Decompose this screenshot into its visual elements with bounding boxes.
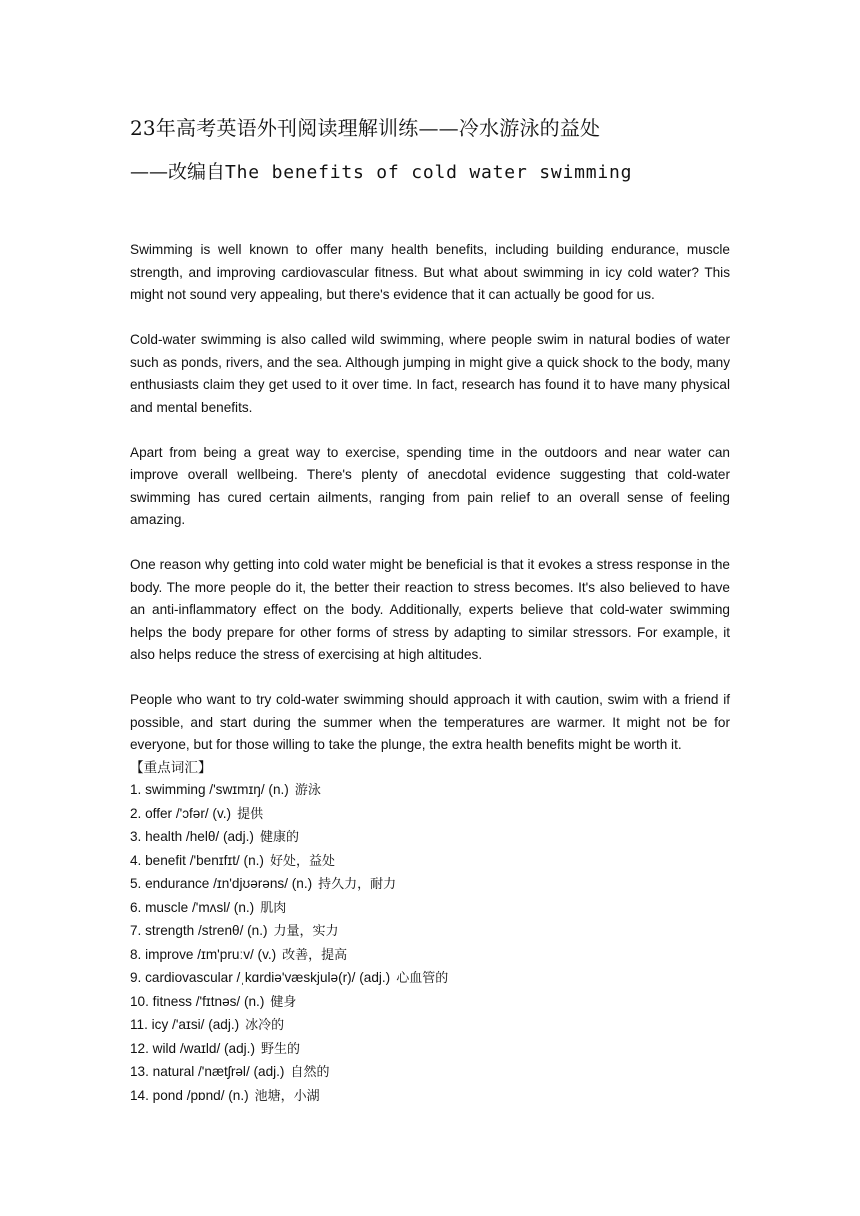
- vocab-meaning: 冰冷的: [245, 1018, 285, 1033]
- vocab-term: 11. icy /'aɪsi/ (adj.): [130, 1017, 240, 1032]
- vocab-item: [130, 850, 730, 874]
- document-subtitle: [130, 158, 770, 187]
- vocab-item: [130, 967, 730, 991]
- vocab-term: 4. benefit /'benɪfɪt/ (n.): [130, 852, 264, 868]
- vocab-meaning: 健身: [270, 994, 297, 1010]
- vocab-item: [130, 779, 730, 803]
- vocab-meaning: 健康的: [259, 830, 299, 845]
- vocab-term: 12. wild /waɪld/ (adj.): [130, 1040, 255, 1056]
- vocab-meaning: 好处，益处: [269, 853, 335, 869]
- vocab-meaning: 肌肉: [260, 900, 287, 916]
- vocab-item: [130, 897, 730, 921]
- paragraph: People who want to try cold-water swimming should approach it with caution, swim with a friend if possible, and start during the summer when the temperatures are warmer. It might not be for everyone, but for those willing to take the plunge, the extra health benefits might be worth it.: [130, 692, 730, 752]
- vocab-term: 13. natural /'nætʃrəl/ (adj.): [130, 1064, 285, 1079]
- vocab-item: [130, 944, 730, 968]
- vocab-meaning: 池塘，小湖: [254, 1088, 320, 1104]
- vocab-item: [130, 1014, 730, 1038]
- vocab-term: 3. health /helθ/ (adj.): [130, 829, 254, 844]
- subtitle-prefix: ——改编自: [130, 161, 226, 183]
- vocab-item: [130, 803, 730, 827]
- vocab-term: 14. pond /pɒnd/ (n.): [130, 1087, 249, 1103]
- vocab-term: 9. cardiovascular /ˌkɑrdiə'væskjulə(r)/ (adj.): [130, 970, 391, 985]
- vocab-term: 2. offer /'ɔfər/ (v.): [130, 805, 232, 821]
- subtitle-source: The benefits of cold water swimming: [225, 162, 633, 183]
- vocab-item: [130, 873, 730, 897]
- vocab-meaning: 改善，提高: [282, 947, 348, 963]
- vocab-term: 10. fitness /'fɪtnəs/ (n.): [130, 993, 265, 1009]
- vocab-term: 1. swimming /'swɪmɪŋ/ (n.): [130, 782, 289, 797]
- vocab-term: 5. endurance /ɪn'djʊərəns/ (n.): [130, 876, 313, 891]
- vocab-meaning: 自然的: [290, 1065, 330, 1080]
- vocab-meaning: 野生的: [260, 1041, 300, 1057]
- paragraph: Cold-water swimming is also called wild swimming, where people swim in natural bodies of water such as ponds, rivers, and the sea. Although jumping in might give a quick shock to the body, many enthusiasts claim they get used to it over time. In fact, research has found it to have many physical and mental benefits.: [130, 332, 730, 415]
- vocab-meaning: 持久力，耐力: [318, 877, 397, 892]
- vocab-item: [130, 1061, 730, 1085]
- paragraph: Apart from being a great way to exercise, spending time in the outdoors and near water can improve overall wellbeing. There's plenty of anecdotal evidence suggesting that cold-water swimming has cured certain ailments, ranging from pain relief to an overall sense of feeling amazing.: [130, 444, 730, 527]
- vocab-meaning: 提供: [237, 806, 264, 822]
- vocab-item: [130, 826, 730, 850]
- vocab-item: [130, 1038, 730, 1062]
- vocab-term: 6. muscle /'mʌsl/ (n.): [130, 899, 255, 915]
- vocab-meaning: 力量，实力: [273, 924, 339, 939]
- paragraph: Swimming is well known to offer many health benefits, including building endurance, muscle strength, and improving cardiovascular fitness. But what about swimming in icy cold water? This might not sound very appealing, but there's evidence that it can actually be good for us.: [130, 242, 730, 302]
- vocab-term: 7. strength /strenθ/ (n.): [130, 923, 268, 938]
- vocab-term: 8. improve /ɪm'pruːv/ (v.): [130, 946, 277, 962]
- article-body: [130, 239, 730, 1108]
- document-title: 23年高考英语外刊阅读理解训练——冷水游泳的益处: [130, 116, 601, 140]
- vocab-item: [130, 920, 730, 944]
- vocab-item: [130, 991, 730, 1015]
- vocab-meaning: 游泳: [294, 783, 321, 798]
- vocab-list: [130, 779, 730, 1108]
- paragraph: One reason why getting into cold water might be beneficial is that it evokes a stress response in the body. The more people do it, the better their reaction to stress becomes. It's also believed to have an anti-inflammatory effect on the body. Additionally, experts believe that cold-water swimming helps the body prepare for other forms of stress by adapting to similar stressors. For example, it also helps reduce the stress of exercising at high altitudes.: [130, 557, 730, 662]
- vocab-item: [130, 1085, 730, 1109]
- vocab-heading: 【重点词汇】: [130, 759, 212, 775]
- vocab-meaning: 心血管的: [396, 971, 449, 986]
